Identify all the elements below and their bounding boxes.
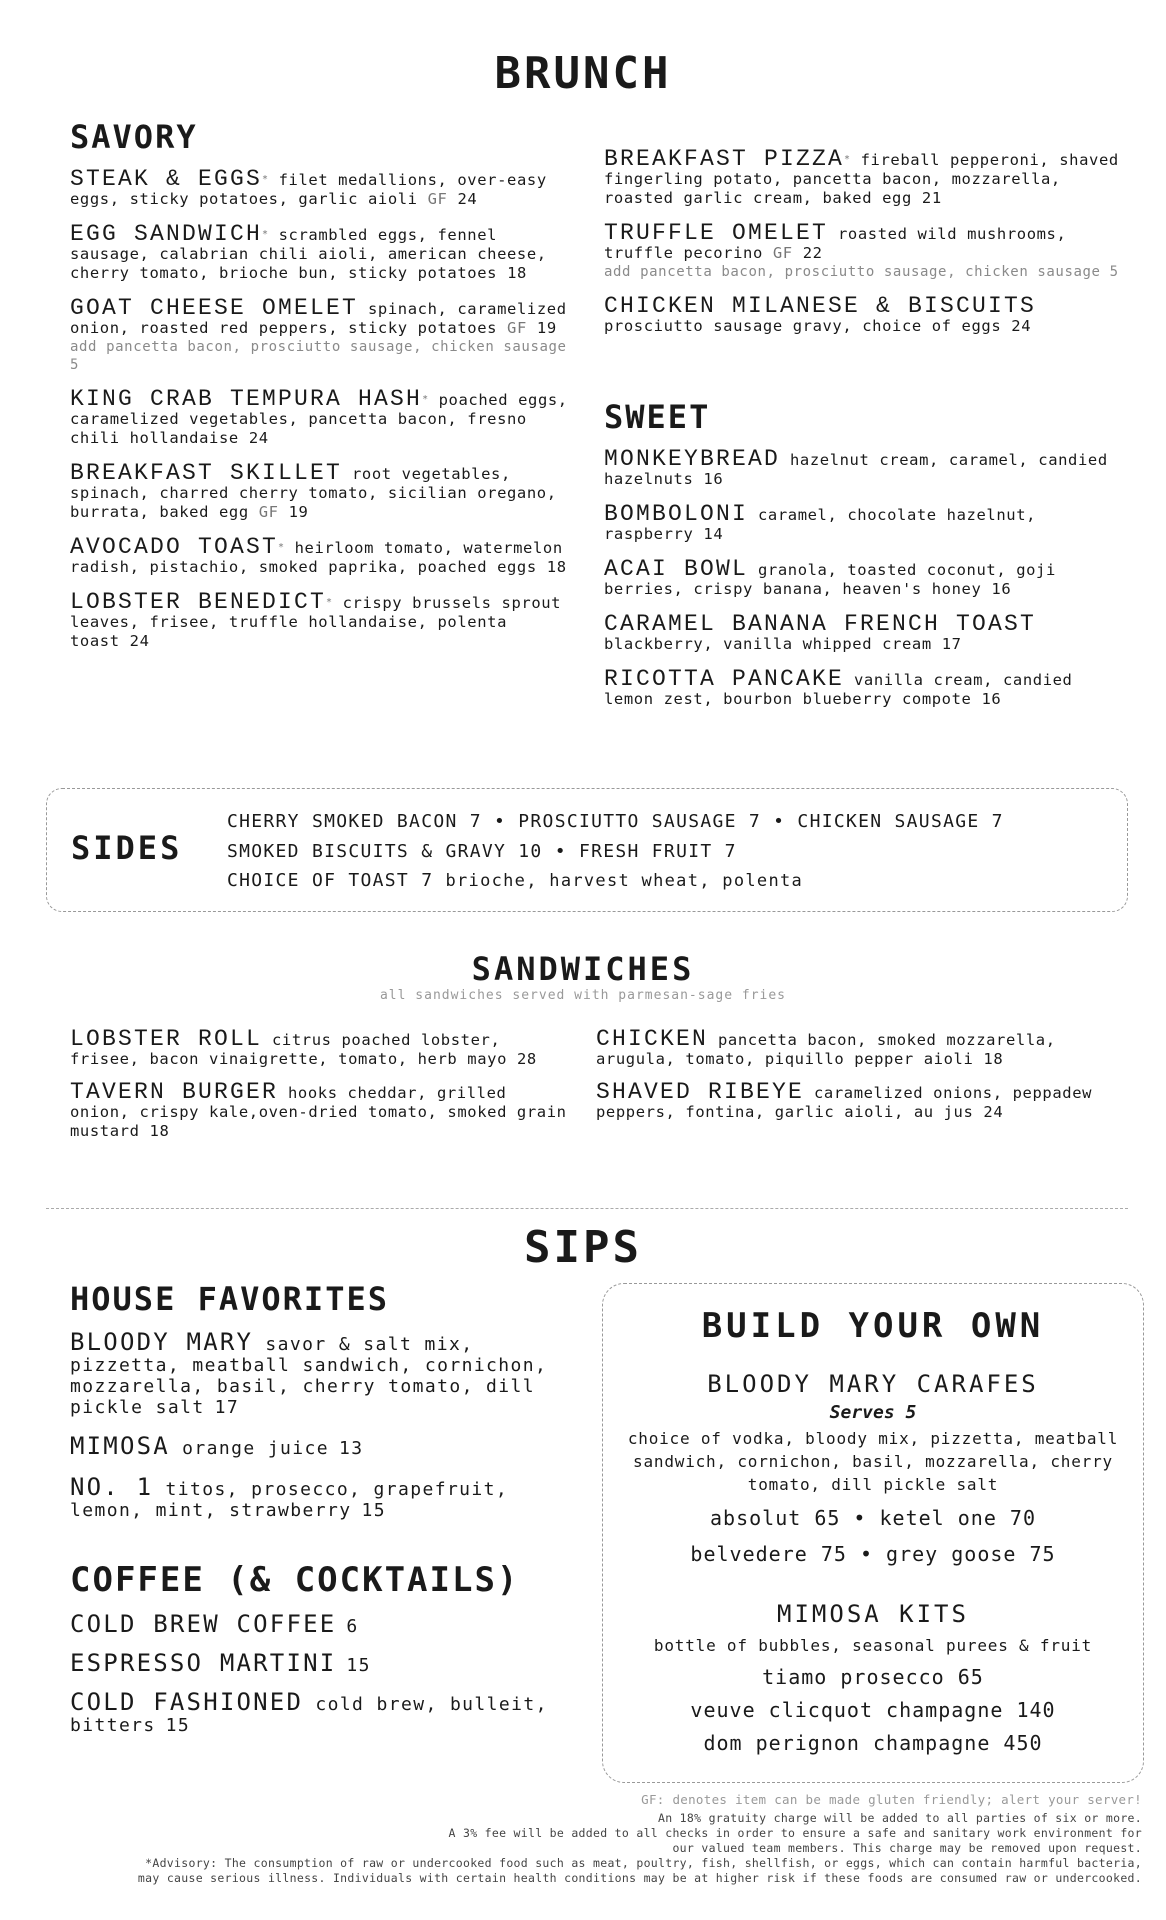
item-description: granola, toasted coconut, goji berries, crispy banana, heaven's honey [604, 561, 1056, 598]
sides-line-1: CHERRY SMOKED BACON 7 • PROSCIUTTO SAUSAGE 7 • CHICKEN SAUSAGE 7 [227, 811, 1004, 832]
item-name: ESPRESSO MARTINI [70, 1649, 337, 1677]
sips-title: SIPS [524, 1222, 642, 1273]
footer-advisory-line-1: *Advisory: The consumption of raw or undercooked food such as meat, poultry, fish, shellfish, or eggs, which can contain harmful bacteria, [145, 1856, 1142, 1870]
item-description: poached eggs, caramelized vegetables, pancetta bacon, fresno chili hollandaise [70, 391, 568, 447]
item-description: blackberry, vanilla whipped cream [604, 635, 932, 653]
mimosa-kits-option-3: dom perignon champagne 450 [703, 1731, 1043, 1755]
footer-notes [22, 1792, 1142, 1886]
build-your-own-title: BUILD YOUR OWN [701, 1306, 1045, 1346]
menu-item [604, 293, 1124, 336]
menu-item [596, 1079, 1116, 1122]
menu-item [70, 1649, 580, 1677]
menu-item [70, 460, 580, 522]
sides-toast: CHOICE OF TOAST 7 [227, 870, 434, 891]
footer-gf-note: GF: denotes item can be made gluten friendly; alert your server! [641, 1792, 1142, 1807]
item-description: hooks cheddar, grilled onion, crispy kale,oven-dried tomato, smoked grain mustard [70, 1084, 567, 1140]
item-description: roasted wild mushrooms, truffle pecorino [604, 225, 1067, 262]
item-price: 15 [346, 1655, 371, 1676]
item-price: 17 [941, 635, 962, 653]
item-name: EGG SANDWICH [70, 221, 263, 247]
item-name: AVOCADO TOAST [70, 534, 279, 560]
item-name: MONKEYBREAD [604, 446, 781, 472]
mimosa-kits-option-1: tiamo prosecco 65 [762, 1665, 984, 1689]
item-name: TRUFFLE OMELET [604, 220, 829, 246]
item-price: 16 [703, 470, 724, 488]
item-addon: add pancetta bacon, prosciutto sausage, chicken sausage 5 [604, 264, 1119, 280]
sandwiches-title: SANDWICHES [471, 950, 695, 988]
gluten-friendly-badge: GF [258, 503, 279, 521]
item-description: citrus poached lobster, frisee, bacon vinaigrette, tomato, herb mayo [70, 1031, 507, 1068]
sweet-column [604, 446, 1124, 725]
menu-item [70, 1688, 580, 1736]
item-name: CARAMEL BANANA FRENCH TOAST [604, 611, 1037, 637]
item-price: 18 [983, 1050, 1004, 1068]
item-description: orange juice [182, 1438, 329, 1459]
raw-advisory-mark: * [262, 229, 269, 240]
item-description: pancetta bacon, smoked mozzarella, arugula, tomato, piquillo pepper aioli [596, 1031, 1056, 1068]
gluten-friendly-badge: GF [507, 319, 527, 337]
raw-advisory-mark: * [278, 542, 285, 553]
item-price: 24 [248, 429, 269, 447]
gluten-friendly-badge: GF [427, 190, 448, 208]
item-addon: add pancetta bacon, prosciutto sausage, chicken sausage 5 [70, 339, 567, 373]
item-name: COLD BREW COFFEE [70, 1610, 337, 1638]
menu-item [604, 611, 1124, 654]
mimosa-kits-title: MIMOSA KITS [777, 1600, 969, 1628]
menu-item [70, 386, 580, 448]
sides-list [227, 807, 1004, 897]
item-name: BOMBOLONI [604, 501, 749, 527]
item-description: crispy brussels sprout leaves, frisee, truffle hollandaise, polenta toast [70, 594, 562, 650]
footer-fee-line-1: A 3% fee will be added to all checks in order to ensure a safe and sanitary work environment for [448, 1826, 1142, 1840]
item-description: cold brew, bulleit, bitters [70, 1694, 548, 1736]
item-name: BREAKFAST PIZZA [604, 146, 845, 172]
item-description: spinach, caramelized onion, roasted red peppers, sticky potatoes [70, 300, 567, 337]
menu-item [596, 1026, 1116, 1069]
item-name: LOBSTER ROLL [70, 1026, 263, 1052]
item-price: 17 [214, 1397, 240, 1418]
savory-left-column [70, 166, 580, 667]
menu-item [70, 295, 580, 374]
mimosa-kits-desc: bottle of bubbles, seasonal purees & fruit [653, 1636, 1093, 1655]
item-description: filet medallions, over-easy eggs, sticky potatoes, garlic aioli [70, 171, 547, 208]
raw-advisory-mark: * [422, 394, 429, 405]
raw-advisory-mark: * [844, 154, 851, 165]
item-name: BREAKFAST SKILLET [70, 460, 343, 486]
raw-advisory-mark: * [262, 174, 269, 185]
item-name: MIMOSA [70, 1432, 170, 1460]
house-favorites-column [70, 1328, 580, 1539]
item-name: GOAT CHEESE OMELET [70, 295, 359, 321]
item-price: 15 [361, 1500, 386, 1521]
menu-item [70, 1079, 570, 1141]
menu-item [70, 221, 580, 283]
menu-item [70, 589, 580, 651]
menu-item [70, 1610, 580, 1638]
menu-item [604, 501, 1124, 544]
item-price: 24 [129, 632, 150, 650]
item-description: prosciutto sausage gravy, choice of eggs [604, 317, 1002, 335]
item-description: fireball pepperoni, shaved fingerling potato, pancetta bacon, mozzarella, roasted garlic cream, baked egg [604, 151, 1119, 207]
item-name: NO. 1 [70, 1473, 154, 1501]
item-price: 16 [981, 690, 1002, 708]
item-name: STEAK & EGGS [70, 166, 263, 192]
sandwiches-right-column [596, 1026, 1116, 1136]
item-price: 16 [991, 580, 1012, 598]
sides-line-3 [227, 866, 1004, 897]
bloody-carafes-title: BLOODY MARY CARAFES [707, 1370, 1039, 1398]
item-name: RICOTTA PANCAKE [604, 666, 845, 692]
item-description: hazelnut cream, caramel, candied hazelnuts [604, 451, 1108, 488]
house-favorites-title: HOUSE FAVORITES [70, 1280, 389, 1318]
build-your-own-box [602, 1283, 1144, 1783]
item-name: SHAVED RIBEYE [596, 1079, 805, 1105]
item-price: 13 [339, 1438, 364, 1459]
item-price: 18 [507, 264, 527, 282]
item-name: KING CRAB TEMPURA HASH [70, 386, 423, 412]
item-name: LOBSTER BENEDICT [70, 589, 327, 615]
menu-item [70, 1473, 580, 1521]
item-price: 15 [165, 1715, 191, 1736]
sides-title: SIDES [71, 829, 183, 867]
item-description: savor & salt mix, pizzetta, meatball sandwich, cornichon, mozzarella, basil, cherry tomato, dill pickle salt [70, 1334, 548, 1418]
menu-item [70, 1432, 580, 1460]
sandwiches-left-column [70, 1026, 570, 1155]
savory-title: SAVORY [70, 118, 198, 156]
menu-item [70, 534, 580, 577]
item-description: titos, prosecco, grapefruit, lemon, mint, strawberry [70, 1479, 509, 1521]
menu-item [604, 666, 1124, 709]
item-price: 21 [921, 189, 942, 207]
menu-item [70, 1026, 570, 1069]
section-divider [46, 1208, 1128, 1209]
item-price: 19 [288, 503, 309, 521]
bloody-carafes-option-1: absolut 65 • ketel one 70 [709, 1506, 1037, 1530]
item-description: heirloom tomato, watermelon radish, pistachio, smoked paprika, poached eggs [70, 539, 563, 576]
menu-item [604, 220, 1124, 281]
sides-line-2: SMOKED BISCUITS & GRAVY 10 • FRESH FRUIT 7 [227, 840, 737, 862]
item-price: 18 [546, 558, 567, 576]
item-price: 14 [703, 525, 724, 543]
sides-box [46, 788, 1128, 912]
item-price: 24 [983, 1103, 1004, 1121]
item-price: 24 [1011, 317, 1032, 335]
item-description: caramel, chocolate hazelnut, raspberry [604, 506, 1037, 543]
item-price: 19 [536, 319, 557, 337]
menu-item [70, 166, 580, 209]
item-name: CHICKEN [596, 1026, 709, 1052]
footer-gratuity: An 18% gratuity charge will be added to all parties of six or more. [658, 1811, 1142, 1825]
item-price: 6 [346, 1616, 359, 1637]
raw-advisory-mark: * [326, 597, 333, 608]
item-description: caramelized onions, peppadew peppers, fontina, garlic aioli, au jus [596, 1084, 1093, 1121]
item-price: 28 [517, 1050, 537, 1068]
gluten-friendly-badge: GF [772, 244, 793, 262]
menu-item [70, 1328, 580, 1418]
menu-item [604, 446, 1124, 489]
item-name: COLD FASHIONED [70, 1688, 304, 1716]
bloody-carafes-serves: Serves 5 [829, 1402, 917, 1423]
item-name: CHICKEN MILANESE & BISCUITS [604, 293, 1037, 319]
item-description: vanilla cream, candied lemon zest, bourbon blueberry compote [604, 671, 1073, 708]
coffee-column [70, 1610, 580, 1752]
item-name: BLOODY MARY [70, 1328, 254, 1356]
bloody-carafes-option-2: belvedere 75 • grey goose 75 [690, 1542, 1056, 1566]
coffee-title: COFFEE (& COCKTAILS) [70, 1560, 520, 1600]
item-description: root vegetables, spinach, charred cherry tomato, sicilian oregano, burrata, baked egg [70, 465, 557, 521]
item-name: ACAI BOWL [604, 556, 749, 582]
item-price: 18 [149, 1122, 170, 1140]
bloody-carafes-desc: choice of vodka, bloody mix, pizzetta, meatball sandwich, cornichon, basil, mozzarella, cherry tomato, dill pickle salt [627, 1429, 1119, 1494]
footer-advisory-line-2: may cause serious illness. Individuals with certain health conditions may be at higher risk if these foods are consumed raw or undercooked. [137, 1871, 1142, 1885]
menu-item [604, 146, 1124, 208]
menu-item [604, 556, 1124, 599]
sandwiches-note: all sandwiches served with parmesan-sage fries [379, 988, 787, 1003]
item-price: 22 [802, 244, 823, 262]
item-price: 24 [457, 190, 478, 208]
item-name: TAVERN BURGER [70, 1079, 279, 1105]
sweet-title: SWEET [604, 398, 711, 436]
item-description: scrambled eggs, fennel sausage, calabrian chili aioli, american cheese, cherry tomato, brioche bun, sticky potatoes [70, 226, 547, 282]
footer-fee-line-2: our valued team members. This charge may be removed upon request. [672, 1841, 1142, 1855]
savory-right-column [604, 146, 1124, 352]
sides-toast-options: brioche, harvest wheat, polenta [445, 871, 804, 891]
mimosa-kits-option-2: veuve clicquot champagne 140 [690, 1698, 1056, 1722]
brunch-title: BRUNCH [494, 48, 672, 99]
